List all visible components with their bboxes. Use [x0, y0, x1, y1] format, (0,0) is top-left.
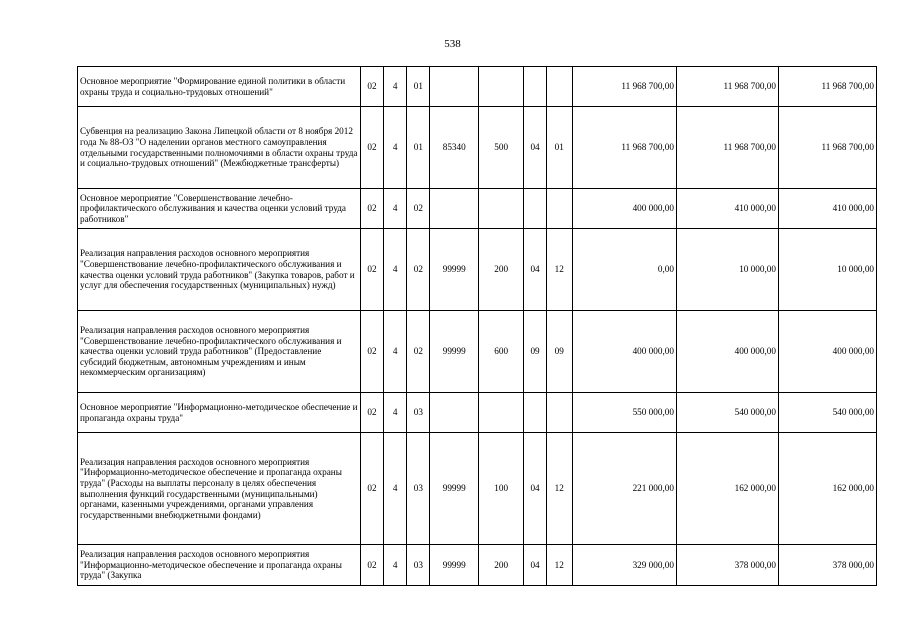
amount-year-2: 11 968 700,00 — [676, 67, 778, 107]
amount-year-3: 11 968 700,00 — [778, 107, 876, 189]
program-code: 02 — [360, 311, 383, 393]
row-description: Основное мероприятие "Формирование единой политики в области охраны труда и социально-трудовых отношений" — [78, 67, 361, 107]
section-code — [524, 393, 546, 433]
subprogram-code: 4 — [384, 311, 407, 393]
table-row — [78, 229, 877, 311]
subprogram-code: 4 — [384, 433, 407, 545]
table-row — [78, 545, 877, 586]
amount-year-3: 10 000,00 — [778, 229, 876, 311]
expense-direction-code: 85340 — [430, 107, 478, 189]
amount-year-3: 11 968 700,00 — [778, 67, 876, 107]
amount-year-2: 410 000,00 — [676, 189, 778, 229]
expense-type-code: 200 — [478, 229, 523, 311]
row-description: Реализация направления расходов основного мероприятия "Совершенствование лечебно-профилактического обслуживания и качества оценки условий труда работников" (Предоставление субсидий бюджетным, автономным учреждениям и иным некоммерческим организациям) — [78, 311, 361, 393]
expense-direction-code — [430, 393, 478, 433]
amount-year-2: 400 000,00 — [676, 311, 778, 393]
subprogram-code: 4 — [384, 393, 407, 433]
section-code: 04 — [524, 229, 546, 311]
amount-year-2: 162 000,00 — [676, 433, 778, 545]
subsection-code: 12 — [546, 545, 572, 586]
table-row — [78, 107, 877, 189]
activity-code: 02 — [407, 189, 430, 229]
program-code: 02 — [360, 67, 383, 107]
subprogram-code: 4 — [384, 189, 407, 229]
table-row — [78, 433, 877, 545]
amount-year-2: 11 968 700,00 — [676, 107, 778, 189]
subsection-code — [546, 393, 572, 433]
expense-type-code — [478, 393, 523, 433]
amount-year-1: 11 968 700,00 — [572, 107, 676, 189]
expense-type-code — [478, 189, 523, 229]
subsection-code: 12 — [546, 433, 572, 545]
expense-type-code — [478, 67, 523, 107]
amount-year-1: 0,00 — [572, 229, 676, 311]
amount-year-3: 410 000,00 — [778, 189, 876, 229]
subsection-code — [546, 67, 572, 107]
program-code: 02 — [360, 433, 383, 545]
activity-code: 03 — [407, 393, 430, 433]
amount-year-1: 11 968 700,00 — [572, 67, 676, 107]
row-description: Субвенция на реализацию Закона Липецкой области от 8 ноября 2012 года № 88-ОЗ "О наделении органов местного самоуправления отдельными государственными полномочиями в области охраны труда и социально-трудовых отношений" (Межбюджетные трансферты) — [78, 107, 361, 189]
expense-direction-code: 99999 — [430, 545, 478, 586]
subsection-code: 09 — [546, 311, 572, 393]
subsection-code: 01 — [546, 107, 572, 189]
section-code — [524, 67, 546, 107]
expense-direction-code — [430, 67, 478, 107]
row-description: Основное мероприятие "Совершенствование лечебно-профилактического обслуживания и качества оценки условий труда работников" — [78, 189, 361, 229]
program-code: 02 — [360, 107, 383, 189]
subsection-code: 12 — [546, 229, 572, 311]
amount-year-1: 400 000,00 — [572, 311, 676, 393]
amount-year-3: 400 000,00 — [778, 311, 876, 393]
subprogram-code: 4 — [384, 67, 407, 107]
subsection-code — [546, 189, 572, 229]
activity-code: 01 — [407, 107, 430, 189]
subprogram-code: 4 — [384, 545, 407, 586]
amount-year-2: 378 000,00 — [676, 545, 778, 586]
table-row — [78, 393, 877, 433]
expense-direction-code: 99999 — [430, 433, 478, 545]
amount-year-2: 540 000,00 — [676, 393, 778, 433]
section-code — [524, 189, 546, 229]
program-code: 02 — [360, 545, 383, 586]
expense-type-code: 500 — [478, 107, 523, 189]
row-description: Основное мероприятие "Информационно-методическое обеспечение и пропаганда охраны труда" — [78, 393, 361, 433]
expense-type-code: 100 — [478, 433, 523, 545]
row-description: Реализация направления расходов основного мероприятия "Информационно-методическое обеспечение и пропаганда охраны труда" (Расходы на выплаты персоналу в целях обеспечения выполнения функций государственными (муниципальными) органами, казенными учреждениями, органами управления государственными внебюджетными фондами) — [78, 433, 361, 545]
budget-table — [77, 66, 877, 586]
table-row — [78, 189, 877, 229]
amount-year-1: 550 000,00 — [572, 393, 676, 433]
row-description: Реализация направления расходов основного мероприятия "Информационно-методическое обеспечение и пропаганда охраны труда" (Закупка — [78, 545, 361, 586]
activity-code: 03 — [407, 433, 430, 545]
program-code: 02 — [360, 393, 383, 433]
amount-year-1: 329 000,00 — [572, 545, 676, 586]
section-code: 04 — [524, 433, 546, 545]
section-code: 09 — [524, 311, 546, 393]
program-code: 02 — [360, 229, 383, 311]
amount-year-2: 10 000,00 — [676, 229, 778, 311]
expense-direction-code: 99999 — [430, 311, 478, 393]
table-row — [78, 311, 877, 393]
table-row — [78, 67, 877, 107]
expense-direction-code — [430, 189, 478, 229]
section-code: 04 — [524, 107, 546, 189]
program-code: 02 — [360, 189, 383, 229]
page-number: 538 — [444, 38, 461, 50]
activity-code: 03 — [407, 545, 430, 586]
activity-code: 02 — [407, 229, 430, 311]
expense-type-code: 600 — [478, 311, 523, 393]
subprogram-code: 4 — [384, 229, 407, 311]
amount-year-3: 540 000,00 — [778, 393, 876, 433]
amount-year-1: 400 000,00 — [572, 189, 676, 229]
amount-year-3: 378 000,00 — [778, 545, 876, 586]
subprogram-code: 4 — [384, 107, 407, 189]
activity-code: 02 — [407, 311, 430, 393]
amount-year-1: 221 000,00 — [572, 433, 676, 545]
section-code: 04 — [524, 545, 546, 586]
amount-year-3: 162 000,00 — [778, 433, 876, 545]
activity-code: 01 — [407, 67, 430, 107]
row-description: Реализация направления расходов основного мероприятия "Совершенствование лечебно-профилактического обслуживания и качества оценки условий труда работников" (Закупка товаров, работ и услуг для обеспечения государственных (муниципальных) нужд) — [78, 229, 361, 311]
expense-type-code: 200 — [478, 545, 523, 586]
expense-direction-code: 99999 — [430, 229, 478, 311]
